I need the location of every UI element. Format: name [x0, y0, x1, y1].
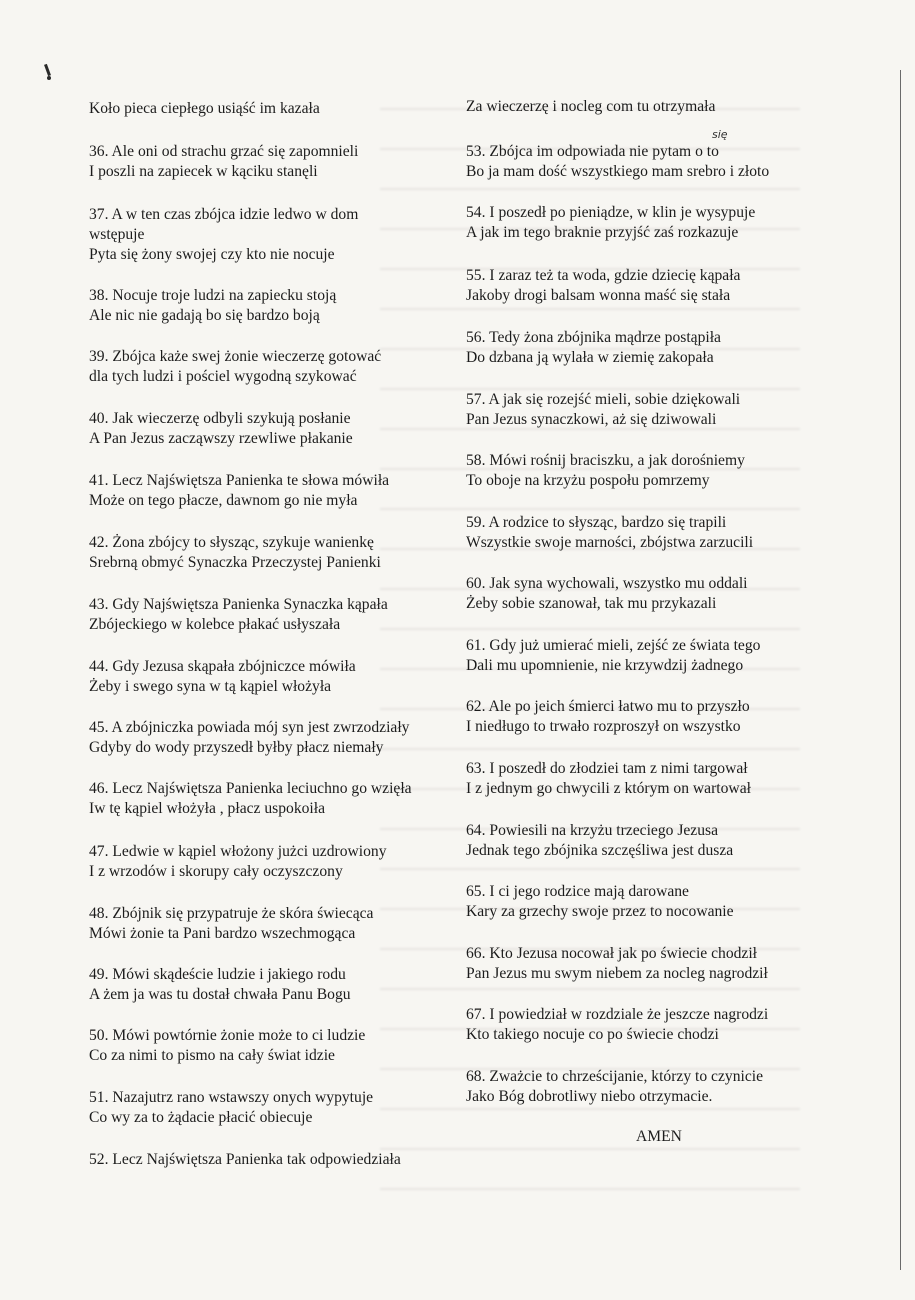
ink-mark-top-left-dot [47, 76, 51, 80]
left-line: 43. Gdy Najświętsza Panienka Synaczka kąpała [89, 596, 388, 613]
right-line: To oboje na krzyżu pospołu pomrzemy [466, 472, 710, 489]
amen-closing: AMEN [636, 1128, 682, 1145]
right-line: A jak im tego braknie przyjść zaś rozkazuje [466, 224, 739, 241]
right-line: 68. Zważcie to chrześcijanie, którzy to czynicie [466, 1068, 764, 1085]
left-line: 45. A zbójniczka powiada mój syn jest zwrzodziały [89, 719, 410, 736]
right-line: 63. I poszedł do złodziei tam z nimi targował [466, 760, 748, 777]
left-line: wstępuje [89, 226, 145, 243]
right-edge-line [900, 70, 901, 1270]
left-line: 46. Lecz Najświętsza Panienka leciuchno go wzięła [89, 780, 412, 797]
right-line: 57. A jak się rozejść mieli, sobie dziękowali [466, 391, 741, 408]
left-line: Gdyby do wody przyszedł byłby płacz niemały [89, 739, 384, 756]
right-line: Do dzbana ją wylała w ziemię zakopała [466, 349, 714, 366]
right-line: Wszystkie swoje marności, zbójstwa zarzucili [466, 534, 754, 551]
left-line: Pyta się żony swojej czy kto nie nocuje [89, 246, 335, 263]
left-line: 51. Nazajutrz rano wstawszy onych wypytuje [89, 1089, 374, 1106]
right-line: 61. Gdy już umierać mieli, zejść ze świata tego [466, 637, 761, 654]
right-line: Dali mu upomnienie, nie krzywdzij żadnego [466, 657, 744, 674]
left-line: Żeby i swego syna w tą kąpiel włożyła [89, 678, 332, 695]
right-line: 58. Mówi rośnij braciszku, a jak dorośniemy [466, 452, 745, 469]
left-line: 40. Jak wieczerzę odbyli szykują posłanie [89, 410, 351, 427]
left-line: I poszli na zapiecek w kąciku stanęli [89, 163, 318, 180]
right-line: Jednak tego zbójnika szczęśliwa jest dusza [466, 842, 734, 859]
right-line: 62. Ale po jeich śmierci łatwo mu to przyszło [466, 698, 750, 715]
right-line: Pan Jezus mu swym niebem za nocleg nagrodził [466, 965, 768, 982]
left-line: 42. Żona zbójcy to słysząc, szykuje wanienkę [89, 534, 374, 551]
left-line: dla tych ludzi i pościel wygodną szykować [89, 368, 357, 385]
right-line: 55. I zaraz też ta woda, gdzie dziecię kąpała [466, 267, 741, 284]
left-line: A Pan Jezus zacząwszy rzewliwe płakanie [89, 430, 353, 447]
right-line: Kto takiego nocuje co po świecie chodzi [466, 1026, 719, 1043]
right-line: 60. Jak syna wychowali, wszystko mu oddali [466, 575, 748, 592]
left-line: 41. Lecz Najświętsza Panienka te słowa mówiła [89, 472, 390, 489]
left-line: Koło pieca ciepłego usiąść im kazała [89, 100, 320, 117]
left-line: 50. Mówi powtórnie żonie może to ci ludzie [89, 1027, 366, 1044]
right-line: Pan Jezus synaczkowi, aż się dziwowali [466, 411, 717, 428]
right-line: 66. Kto Jezusa nocował jak po świecie chodził [466, 945, 757, 962]
right-line: 64. Powiesili na krzyżu trzeciego Jezusa [466, 822, 719, 839]
right-line: Żeby sobie szanował, tak mu przykazali [466, 595, 717, 612]
right-line: 53. Zbójca im odpowiada nie pytam o to [466, 143, 719, 160]
right-line: Za wieczerzę i nocleg com tu otrzymała [466, 98, 716, 115]
left-line: 48. Zbójnik się przypatruje że skóra świecąca [89, 905, 374, 922]
left-line: 36. Ale oni od strachu grzać się zapomnieli [89, 143, 359, 160]
right-line: Kary za grzechy swoje przez to nocowanie [466, 903, 734, 920]
left-line: A żem ja was tu dostał chwała Panu Bogu [89, 986, 351, 1003]
left-line: I z wrzodów i skorupy cały oczyszczony [89, 863, 343, 880]
right-line: Jakoby drogi balsam wonna maść się stała [466, 287, 731, 304]
left-line: 49. Mówi skądeście ludzie i jakiego rodu [89, 966, 346, 983]
left-line: Zbójeckiego w kolebce płakać usłyszała [89, 616, 341, 633]
right-line: 67. I powiedział w rozdziale że jeszcze nagrodzi [466, 1006, 769, 1023]
right-line: I niedługo to trwało rozproszył on wszystko [466, 718, 741, 735]
right-line: 56. Tedy żona zbójnika mądrze postąpiła [466, 329, 721, 346]
left-line: Co za nimi to pismo na cały świat idzie [89, 1047, 335, 1064]
left-line: Ale nic nie gadają bo się bardzo boją [89, 307, 320, 324]
left-line: 52. Lecz Najświętsza Panienka tak odpowiedziała [89, 1151, 401, 1168]
left-line: 37. A w ten czas zbójca idzie ledwo w dom [89, 206, 359, 223]
right-line: 65. I ci jego rodzice mają darowane [466, 883, 689, 900]
right-line: I z jednym go chwycili z którym on wartował [466, 780, 751, 797]
right-line: 54. I poszedł po pieniądze, w klin je wysypuje [466, 204, 756, 221]
left-line: 44. Gdy Jezusa skąpała zbójniczce mówiła [89, 658, 356, 675]
left-line: Może on tego płacze, dawnom go nie myła [89, 492, 358, 509]
right-line: Bo ja mam dość wszystkiego mam srebro i złoto [466, 163, 770, 180]
left-line: 47. Ledwie w kąpiel włożony jużci uzdrowiony [89, 843, 387, 860]
left-line: 38. Nocuje troje ludzi na zapiecku stoją [89, 287, 337, 304]
left-line: Iw tę kąpiel włożyła , płacz uspokoiła [89, 800, 325, 817]
left-line: Co wy za to żądacie płacić obiecuje [89, 1109, 313, 1126]
right-line: 59. A rodzice to słysząc, bardzo się trapili [466, 514, 727, 531]
left-line: 39. Zbójca każe swej żonie wieczerzę gotować [89, 348, 382, 365]
handwritten-note: się [712, 128, 728, 141]
left-line: Mówi żonie ta Pani bardzo wszechmogąca [89, 925, 356, 942]
right-line: Jako Bóg dobrotliwy niebo otrzymacie. [466, 1088, 713, 1105]
ink-mark-top-left [44, 64, 51, 76]
left-line: Srebrną obmyć Synaczka Przeczystej Panienki [89, 554, 381, 571]
